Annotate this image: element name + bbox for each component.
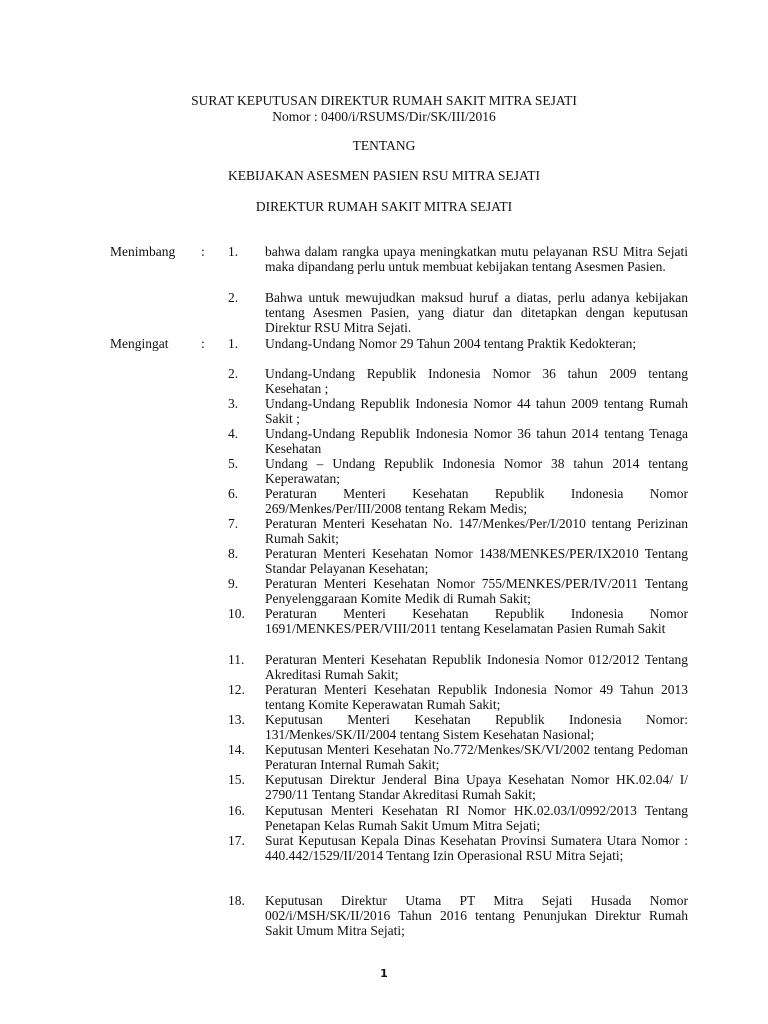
- menimbang-item-text: bahwa dalam rangka upaya meningkatkan mutu pelayanan RSU Mitra Sejati maka dipandang perlu untuk membuat kebijakan tentang Asesmen Pasien.: [265, 244, 688, 275]
- mengingat-label: Mengingat: [110, 336, 169, 351]
- mengingat-item-text: Peraturan Menteri Kesehatan No. 147/Menkes/Per/I/2010 tentang Perizinan Rumah Sakit;: [265, 516, 688, 547]
- mengingat-item-text: Keputusan Direktur Jenderal Bina Upaya Kesehatan Nomor HK.02.04/ I/ 2790/11 Tentang Standar Akreditasi Rumah Sakit;: [265, 772, 688, 803]
- menimbang-colon: :: [201, 244, 205, 259]
- mengingat-colon: :: [201, 336, 205, 351]
- mengingat-item-number: 18.: [228, 893, 245, 908]
- mengingat-item-text: Keputusan Direktur Utama PT Mitra Sejati Husada Nomor 002/i/MSH/SK/II/2016 Tahun 2016 tentang Penunjukan Direktur Rumah Sakit Umum Mitra Sejati;: [265, 893, 688, 939]
- mengingat-item-text: Peraturan Menteri Kesehatan Nomor 1438/MENKES/PER/IX2010 Tentang Standar Pelayanan Kesehatan;: [265, 546, 688, 577]
- mengingat-item-text: Peraturan Menteri Kesehatan Republik Indonesia Nomor 012/2012 Tentang Akreditasi Rumah Sakit;: [265, 652, 688, 683]
- mengingat-item-number: 9.: [228, 576, 239, 591]
- menimbang-item-text: Bahwa untuk mewujudkan maksud huruf a diatas, perlu adanya kebijakan tentang Asesmen Pasien, yang diatur dan ditetapkan dengan keputusan Direktur RSU Mitra Sejati.: [265, 290, 688, 336]
- mengingat-item-number: 14.: [228, 742, 245, 757]
- document-number: Nomor : 0400/i/RSUMS/Dir/SK/III/2016: [272, 109, 496, 124]
- mengingat-item-text: Undang-Undang Republik Indonesia Nomor 36 tahun 2014 tentang Tenaga Kesehatan: [265, 426, 688, 457]
- mengingat-item-text: Undang-Undang Nomor 29 Tahun 2004 tentang Praktik Kedokteran;: [265, 336, 637, 351]
- mengingat-item-text: Surat Keputusan Kepala Dinas Kesehatan Provinsi Sumatera Utara Nomor : 440.442/1529/II/2014 Tentang Izin Operasional RSU Mitra Sejati;: [265, 833, 688, 864]
- tentang-heading: TENTANG: [352, 138, 416, 153]
- mengingat-item-text: Peraturan Menteri Kesehatan Nomor 755/MENKES/PER/IV/2011 Tentang Penyelenggaraan Komite Medik di Rumah Sakit;: [265, 576, 688, 607]
- mengingat-item-number: 4.: [228, 426, 239, 441]
- mengingat-item-number: 10.: [228, 606, 245, 621]
- page-number: 1: [380, 967, 388, 980]
- mengingat-item-number: 1.: [228, 336, 239, 351]
- mengingat-item-number: 5.: [228, 456, 239, 471]
- mengingat-item-number: 16.: [228, 803, 245, 818]
- mengingat-item-text: Peraturan Menteri Kesehatan Republik Indonesia Nomor 1691/MENKES/PER/VIII/2011 tentang Keselamatan Pasien Rumah Sakit: [265, 606, 688, 637]
- mengingat-item-text: Peraturan Menteri Kesehatan Republik Indonesia Nomor 49 Tahun 2013 tentang Komite Keperawatan Rumah Sakit;: [265, 682, 688, 713]
- menimbang-item-number: 1.: [228, 244, 239, 259]
- director-heading: DIREKTUR RUMAH SAKIT MITRA SEJATI: [255, 199, 513, 214]
- mengingat-item-number: 7.: [228, 516, 239, 531]
- menimbang-label: Menimbang: [110, 244, 176, 259]
- mengingat-item-text: Undang-Undang Republik Indonesia Nomor 36 tahun 2009 tentang Kesehatan ;: [265, 366, 688, 397]
- mengingat-item-number: 12.: [228, 682, 245, 697]
- mengingat-item-number: 6.: [228, 486, 239, 501]
- mengingat-item-number: 11.: [228, 652, 245, 667]
- menimbang-item-number: 2.: [228, 290, 239, 305]
- mengingat-item-text: Keputusan Menteri Kesehatan RI Nomor HK.02.03/I/0992/2013 Tentang Penetapan Kelas Rumah Sakit Umum Mitra Sejati;: [265, 803, 688, 834]
- mengingat-item-text: Undang – Undang Republik Indonesia Nomor 38 tahun 2014 tentang Keperawatan;: [265, 456, 688, 487]
- mengingat-item-number: 13.: [228, 712, 245, 727]
- policy-title: KEBIJAKAN ASESMEN PASIEN RSU MITRA SEJATI: [228, 168, 540, 183]
- mengingat-item-number: 15.: [228, 772, 245, 787]
- mengingat-item-text: Undang-Undang Republik Indonesia Nomor 44 tahun 2009 tentang Rumah Sakit ;: [265, 396, 688, 427]
- mengingat-item-number: 8.: [228, 546, 239, 561]
- document-title: SURAT KEPUTUSAN DIREKTUR RUMAH SAKIT MITRA SEJATI: [191, 93, 577, 108]
- mengingat-item-text: Keputusan Menteri Kesehatan Republik Indonesia Nomor: 131/Menkes/SK/II/2004 tentang Sistem Kesehatan Nasional;: [265, 712, 688, 743]
- mengingat-item-number: 17.: [228, 833, 245, 848]
- mengingat-item-text: Keputusan Menteri Kesehatan No.772/Menkes/SK/VI/2002 tentang Pedoman Peraturan Internal Rumah Sakit;: [265, 742, 688, 773]
- mengingat-item-number: 2.: [228, 366, 239, 381]
- mengingat-item-text: Peraturan Menteri Kesehatan Republik Indonesia Nomor 269/Menkes/Per/III/2008 tentang Rekam Medis;: [265, 486, 688, 517]
- mengingat-item-number: 3.: [228, 396, 239, 411]
